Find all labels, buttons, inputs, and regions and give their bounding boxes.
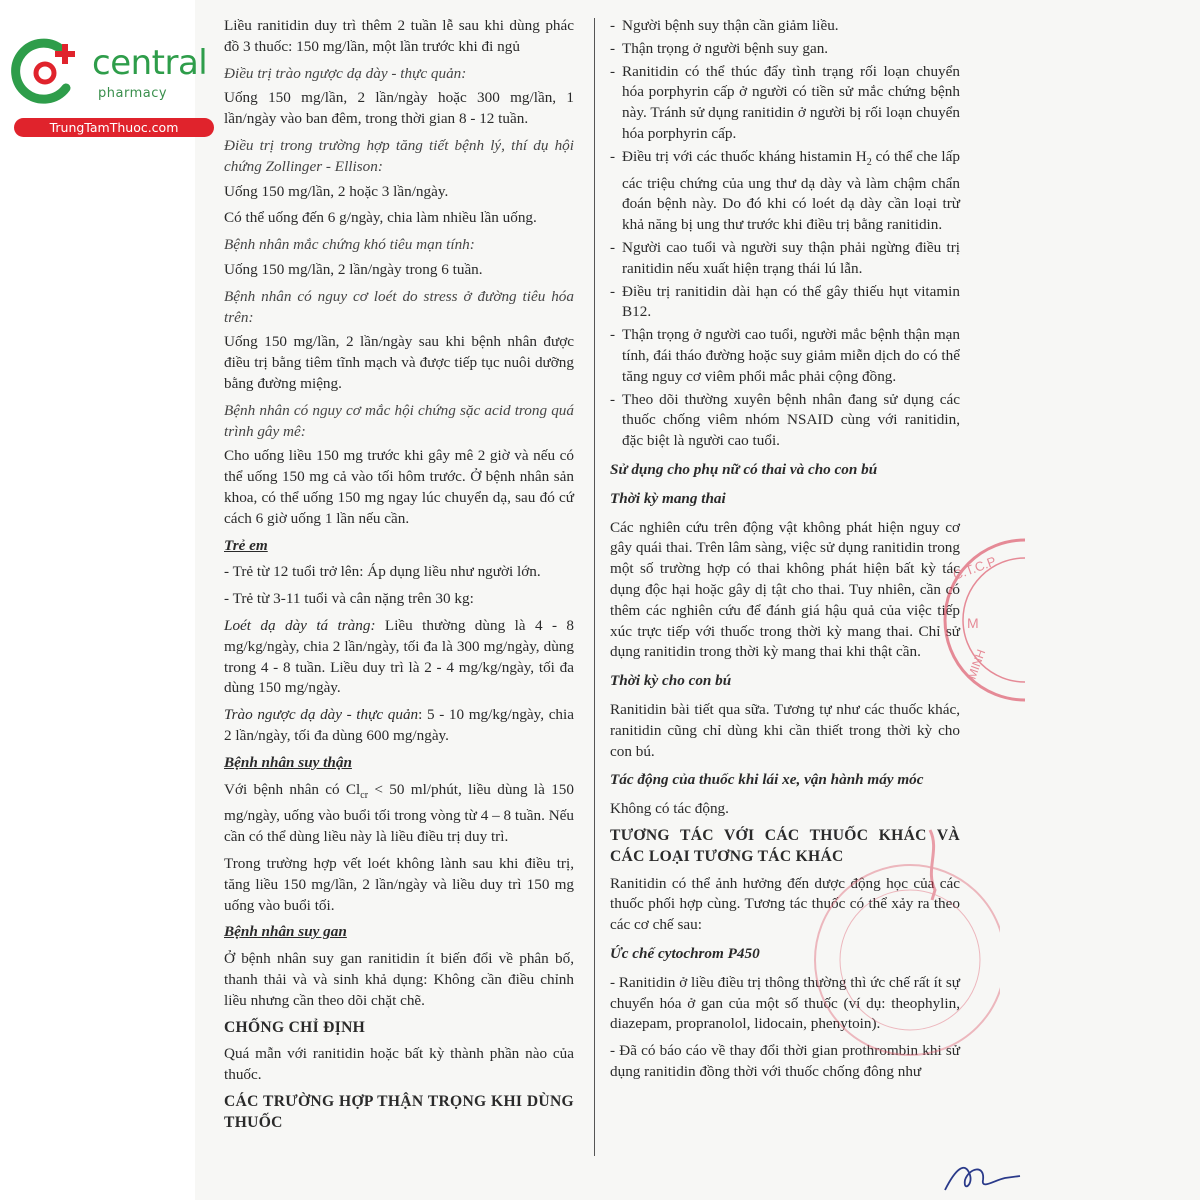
- heading-acid-aspiration: Bệnh nhân có nguy cơ mắc hội chứng sặc acid trong quá trình gây mê:: [224, 401, 574, 440]
- list-item: - Ranitidin có thể thúc đẩy tình trạng rối loạn chuyển hóa porphyrin cấp ở người có tiền sử mắc chứng bệnh này. Tránh sử dụng ranitidin ở người bị rối loạn chuyển hóa porphyrin cấp.: [610, 62, 960, 145]
- paragraph-ze-dose: Uống 150 mg/lần, 2 hoặc 3 lần/ngày.: [224, 182, 449, 200]
- heading-hepatic-impairment: Bệnh nhân suy gan: [224, 923, 347, 941]
- paragraph-prothrombin: - Đã có báo cáo về thay đổi thời gian prothrombin khi sử dụng ranitidin đồng thời với thuốc chống đông như: [610, 1042, 960, 1080]
- paragraph-interactions: Ranitidin có thể ảnh hưởng đến dược động học của các thuốc phối hợp cùng. Tương tác thuốc có thể xảy ra theo các cơ chế sau:: [610, 874, 960, 934]
- paragraph-stress-ulcer-dose: Uống 150 mg/lần, 2 lần/ngày sau khi bệnh nhân được điều trị bằng tiêm tĩnh mạch và được tiếp tục nuôi dưỡng bằng đường miệng.: [224, 333, 574, 392]
- paragraph-lactation: Ranitidin bài tiết qua sữa. Tương tự như các thuốc khác, ranitidin cũng chỉ dùng khi cần thiết trong thời kỳ cho con bú.: [610, 700, 960, 760]
- central-pharmacy-logo[interactable]: [10, 36, 210, 136]
- heading-precautions: CÁC TRƯỜNG HỢP THẬN TRỌNG KHI DÙNG THUỐC: [224, 1092, 574, 1131]
- list-item: - Điều trị ranitidin dài hạn có thể gây thiếu hụt vitamin B12.: [610, 282, 960, 324]
- signature-mark: [935, 1150, 1025, 1200]
- text-renal-sub: cr: [360, 789, 369, 801]
- text-h2-a: Điều trị với các thuốc kháng histamin H: [622, 147, 867, 165]
- list-item: [610, 147, 960, 236]
- heading-renal-impairment: Bệnh nhân suy thận: [224, 753, 352, 771]
- faded-stamp: [760, 810, 1000, 1070]
- heading-cyp450: Ức chế cytochrom P450: [610, 944, 760, 962]
- paragraph-cyp450: - Ranitidin ở liều điều trị thông thường thì ức chế rất ít sự chuyển hóa ở gan của một số thuốc (ví dụ: theophylin, diazepam, propranolol, lidocain, phenytoin).: [610, 973, 960, 1033]
- logo-url-badge[interactable]: TrungTamThuoc.com: [14, 118, 214, 137]
- paragraph-ze-max: Có thể uống đến 6 g/ngày, chia làm nhiều lần uống.: [224, 209, 537, 227]
- stamp-letter: M: [967, 615, 979, 631]
- list-item: - Người cao tuổi và người suy thận phải ngừng điều trị ranitidin nếu xuất hiện trạng thái lú lẫn.: [610, 238, 960, 280]
- heading-contraindications: CHỐNG CHỈ ĐỊNH: [224, 1018, 366, 1036]
- paragraph-pregnancy: Các nghiên cứu trên động vật không phát hiện nguy cơ gây quái thai. Trên lâm sàng, việc sử dụng ranitidin trong một số trường hợp có thai không phát hiện bất kỳ tác dụng độc hại hoặc gây dị tật cho thai. Tuy nhiên, cần có thêm các nghiên cứu để đánh giá hậu quả của việc tiếp xúc trực tiếp với thuốc trong thời kỳ mang thai. Chỉ sử dụng ranitidin trong thời kỳ mang thai khi thật cần.: [610, 518, 960, 661]
- company-stamp: [915, 530, 1025, 710]
- paragraph-acid-aspiration-dose: Cho uống liều 150 mg trước khi gây mê 2 giờ và nếu có thể uống 150 mg cả vào tối hôm trước. Ở bệnh nhân sản khoa, có thể uống 150 mg ngay lúc chuyển dạ, sau đó cứ cách 6 giờ uống 1 lần nếu cần.: [224, 447, 574, 527]
- precautions-list: [610, 16, 960, 452]
- heading-driving: Tác động của thuốc khi lái xe, vận hành máy móc: [610, 771, 924, 789]
- paragraph-driving: Không có tác động.: [610, 800, 729, 818]
- label-ulcer: Loét dạ dày tá tràng:: [224, 616, 376, 634]
- paragraph-children-12plus: - Trẻ từ 12 tuổi trở lên: Áp dụng liều như người lớn.: [224, 563, 541, 581]
- paragraph-renal-dose: [224, 780, 574, 848]
- heading-lactation: Thời kỳ cho con bú: [610, 672, 732, 690]
- paragraph-children-reflux: [224, 705, 574, 747]
- heading-zollinger-ellison: Điều trị trong trường hợp tăng tiết bệnh lý, thí dụ hội chứng Zollinger - Ellison:: [224, 136, 574, 175]
- heading-gerd: Điều trị trào ngược dạ dày - thực quản:: [224, 64, 467, 82]
- stamp-text: C.T.C.P: [950, 553, 999, 583]
- heading-stress-ulcer: Bệnh nhân có nguy cơ loét do stress ở đường tiêu hóa trên:: [224, 287, 574, 326]
- logo-brand-name: central: [92, 43, 208, 83]
- heading-pregnancy: Thời kỳ mang thai: [610, 489, 726, 507]
- list-item: - Thận trọng ở người cao tuổi, người mắc bệnh thận mạn tính, đái tháo đường hoặc suy giảm miễn dịch do có thể tăng nguy cơ viêm phổi mắc phải cộng đồng.: [610, 325, 960, 387]
- logo-subtitle: pharmacy: [98, 86, 168, 101]
- heading-children: Trẻ em: [224, 536, 268, 554]
- paragraph-gerd-dose: Uống 150 mg/lần, 2 lần/ngày hoặc 300 mg/lần, 1 lần/ngày vào ban đêm, trong thời gian 8 - 12 tuần.: [224, 89, 574, 128]
- text-h2-b: có thể che lấp các triệu chứng của ung thư dạ dày và làm chậm chẩn đoán bệnh này. Do đó khi có loét dạ dày cần loại trừ khả năng bị ung thư trước khi điều trị bằng ranitidin.: [622, 147, 960, 234]
- paragraph-dyspepsia-dose: Uống 150 mg/lần, 2 lần/ngày trong 6 tuần.: [224, 260, 483, 278]
- text-renal-a: Với bệnh nhân có Cl: [224, 780, 361, 798]
- paragraph-children-ulcer: [224, 616, 574, 699]
- left-column: [224, 16, 574, 1139]
- text-renal-b: < 50 ml/phút, liều dùng là 150 mg/ngày, uống vào buổi tối trong vòng từ 4 – 8 tuần. Nếu cần có thể dùng liều này là liều điều trị duy trì.: [224, 780, 574, 846]
- paragraph-hepatic: Ở bệnh nhân suy gan ranitidin ít biến đổi về phân bố, thanh thải và và sinh khả dụng: Không cần điều chỉnh liều nhưng cần theo dõi chặt chẽ.: [224, 950, 574, 1009]
- heading-dyspepsia: Bệnh nhân mắc chứng khó tiêu mạn tính:: [224, 236, 475, 254]
- paragraph-renal-nonhealing: Trong trường hợp vết loét không lành sau khi điều trị, tăng liều 150 mg/lần, 2 lần/ngày và liều duy trì 150 mg uống vào buổi tối.: [224, 854, 574, 914]
- paragraph-maintenance-dose: Liều ranitidin duy trì thêm 2 tuần lễ sau khi dùng phác đồ 3 thuốc: 150 mg/lần, một lần trước khi đi ngủ: [224, 17, 574, 55]
- heading-interactions: TƯƠNG TÁC VỚI CÁC THUỐC KHÁC VÀ CÁC LOẠI TƯƠNG TÁC KHÁC: [610, 826, 960, 865]
- text-h2-sub: 2: [866, 156, 872, 168]
- label-reflux: Trào ngược dạ dày - thực quản: [224, 706, 419, 724]
- paragraph-contraindications: Quá mẫn với ranitidin hoặc bất kỳ thành phần nào của thuốc.: [224, 1045, 574, 1084]
- list-item: - Theo dõi thường xuyên bệnh nhân đang sử dụng các thuốc chống viêm nhóm NSAID cùng với ranitidin, đặc biệt là người cao tuổi.: [610, 390, 960, 452]
- list-item: - Thận trọng ở người bệnh suy gan.: [610, 39, 960, 60]
- list-item: - Người bệnh suy thận cần giảm liều.: [610, 16, 960, 37]
- text-reflux: : 5 - 10 mg/kg/ngày, chia 2 lần/ngày, tối đa dùng 600 mg/ngày.: [224, 706, 574, 744]
- text-ulcer: Liều thường dùng là 4 - 8 mg/kg/ngày, chia 2 lần/ngày, tối đa là 300 mg/ngày, dùng trong 4 - 8 tuần. Liều duy trì là 2 - 4 mg/kg/ngày, tối đa dùng 150 mg/ngày.: [224, 616, 574, 697]
- paragraph-children-3-11: - Trẻ từ 3-11 tuổi và cân nặng trên 30 kg:: [224, 590, 474, 608]
- stamp-word: MINH: [964, 647, 989, 682]
- heading-pregnancy-lactation: Sử dụng cho phụ nữ có thai và cho con bú: [610, 460, 878, 478]
- pharmacy-logo-icon: [10, 36, 80, 106]
- column-divider: [594, 18, 595, 1156]
